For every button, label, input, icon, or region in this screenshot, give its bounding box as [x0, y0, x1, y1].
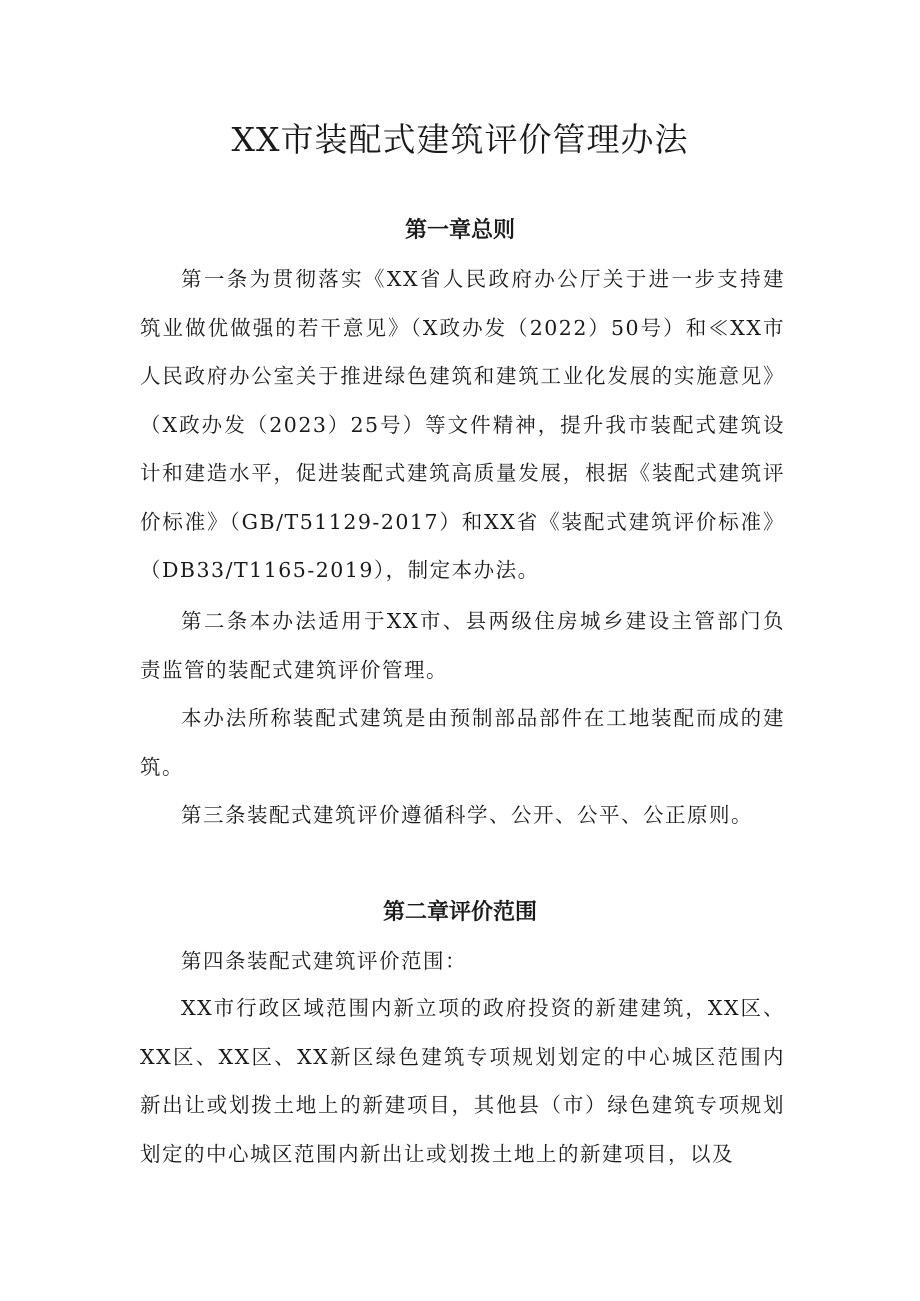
definition-paragraph: 本办法所称装配式建筑是由预制部品部件在工地装配而成的建筑。 — [140, 706, 785, 779]
chapter-1-heading: 第一章总则 — [404, 218, 515, 243]
document-title: XX市装配式建筑评价管理办法 — [231, 120, 689, 159]
evaluation-scope-paragraph: XX市行政区域范围内新立项的政府投资的新建建筑，XX区、XX区、XX区、XX新区绿色建筑专项规划划定的中心城区范围内新出让或划拨土地上的新建项目，其他县（市）绿色建筑专项规划划定的中心城区范围内新出让或划拨土地上的新建项目，以及 — [140, 996, 785, 1166]
chapter-2-heading: 第二章评价范围 — [382, 900, 537, 925]
article-4-paragraph: 第四条装配式建筑评价范围： — [181, 949, 467, 973]
article-1-paragraph: 第一条为贯彻落实《XX省人民政府办公厅关于进一步支持建筑业做优做强的若干意见》（X政办发（2022）50号）和≪XX市人民政府办公室关于推进绿色建筑和建筑工业化发展的实施意见》（X政办发（2023）25号）等文件精神，提升我市装配式建筑设计和建造水平，促进装配式建筑高质量发展，根据《装配式建筑评价标准》（GB/T51129-2017）和XX省《装配式建筑评价标准》（DB33/T1165-2019），制定本办法。 — [140, 267, 785, 582]
article-2-paragraph: 第二条本办法适用于XX市、县两级住房城乡建设主管部门负责监管的装配式建筑评价管理。 — [140, 609, 785, 682]
article-3-paragraph: 第三条装配式建筑评价遵循科学、公开、公平、公正原则。 — [181, 803, 753, 827]
